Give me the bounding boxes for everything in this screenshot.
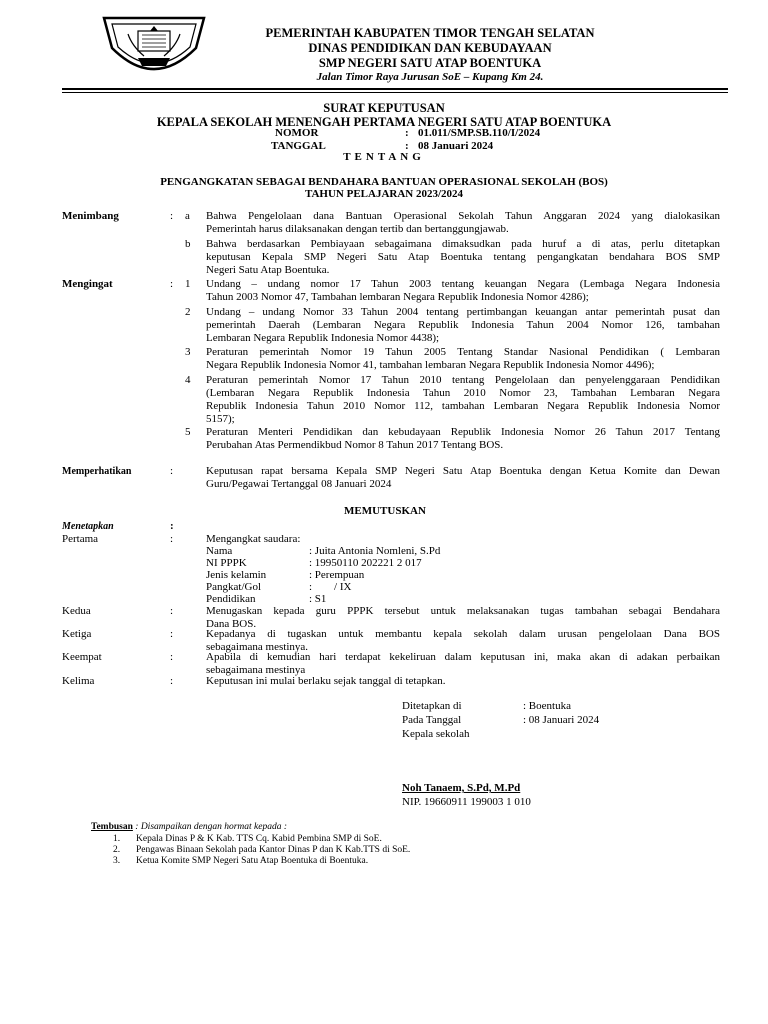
signer-name: Noh Tanaem, S.Pd, M.Pd	[402, 782, 521, 794]
text-line: (Lembaran Negara Republik Indonesia Tahun 2010 Nomor 23, Tambahan Lembaran Negara	[206, 387, 720, 399]
field-label-nippk: NI PPPK	[206, 557, 247, 569]
keempat-label: Keempat	[62, 651, 102, 663]
ketiga-colon: :	[170, 628, 174, 640]
field-value-pendidikan: : S1	[309, 593, 327, 605]
kelima-label: Kelima	[62, 675, 95, 687]
tembusan-intro: : Disampaikan dengan hormat kepada :	[132, 822, 287, 832]
text-line: sebagaimana mestinya	[206, 664, 306, 676]
list-marker: 3	[185, 346, 191, 358]
signer-position: Kepala sekolah	[402, 728, 470, 740]
kelima-colon: :	[170, 675, 174, 687]
field-value-gender: : Perempuan	[309, 569, 365, 581]
kelima-text	[206, 675, 720, 688]
text-line: Tahun 2003 Nomor 47, Tambahan lembaran Negara Republik Indonesia Nomor 4286);	[206, 291, 589, 303]
list-item	[206, 426, 720, 452]
list-marker: 2	[185, 306, 191, 318]
text-line: Republik Indonesia Tahun 2010 Nomor 112, tambahan Lembaran Negara Republik Indonesia Nomor	[206, 400, 720, 412]
tentang-heading: TENTANG	[343, 151, 425, 163]
field-label-nama: Nama	[206, 545, 233, 557]
tanggal-value: 08 Januari 2024	[418, 140, 494, 152]
mengingat-colon: :	[170, 278, 174, 290]
nomor-label: NOMOR	[275, 127, 319, 139]
text-line: Perubahan Atas Permendikbud Nomor 8 Tahun 2017 Tentang BOS.	[206, 439, 504, 451]
menimbang-label: Menimbang	[62, 210, 119, 222]
memperhatikan-colon: :	[170, 465, 174, 477]
header-department: DINAS PENDIDIKAN DAN KEBUDAYAAN	[308, 41, 552, 55]
list-item	[206, 278, 720, 304]
list-marker: 3.	[113, 856, 121, 866]
list-marker: 2.	[113, 845, 121, 855]
ketiga-label: Ketiga	[62, 628, 92, 640]
ditetapkan-value: : Boentuka	[523, 700, 571, 712]
subject-line: PENGANGKATAN SEBAGAI BENDAHARA BANTUAN OPERASIONAL SEKOLAH (BOS)	[160, 176, 608, 188]
text-line: Peraturan pemerintah Nomor 19 Tahun 2005 Tentang Standar Nasional Pendidikan ( Lembaran	[206, 346, 720, 358]
text-line: Guru/Pegawai Tertanggal 08 Januari 2024	[206, 478, 392, 490]
text-line: Negeri Satu Atap Boentuka.	[206, 264, 330, 276]
list-item	[206, 374, 720, 426]
text-line: Peraturan Menteri Pendidikan dan kebudayaan Republik Indonesia Nomor 26 Tahun 2017 Tentang	[206, 426, 720, 438]
field-value-nama: : Juita Antonia Nomleni, S.Pd	[309, 545, 441, 557]
text-line: Pemerintah harus dilaksanakan dengan tertib dan bertanggungjawab.	[206, 223, 509, 235]
list-marker: 4	[185, 374, 191, 386]
text-line: sebagaimana mestinya.	[206, 641, 309, 653]
text-line: keputusan Kepala SMP Negeri Satu Atap Boentuka tentang pengangkatan bendahara BOS SMP	[206, 251, 720, 263]
keempat-colon: :	[170, 651, 174, 663]
header-rule-thin	[62, 92, 728, 93]
text-line: pemerintah Daerah (Lembaran Negara Republik Indonesia Tahun 2004 Nomor 126, tambahan	[206, 319, 720, 331]
list-item	[206, 306, 720, 345]
list-marker: a	[185, 210, 190, 222]
text-line: 5157);	[206, 413, 235, 425]
text-line: Bahwa Pengelolaan dana Bantuan Operasional Sekolah Tahun Anggaran 2024 yang dialokasikan	[206, 210, 720, 222]
tanggal-sign-label: Pada Tanggal	[402, 714, 462, 726]
text-line: Dana BOS.	[206, 618, 257, 630]
list-item	[206, 210, 720, 236]
list-marker: 1.	[113, 834, 121, 844]
list-item: Pengawas Binaan Sekolah pada Kantor Dinas P dan K Kab.TTS di SoE.	[136, 845, 411, 855]
tanggal-sign-value: : 08 Januari 2024	[523, 714, 600, 726]
tembusan-heading	[91, 822, 287, 833]
text-line: Keputusan rapat bersama Kepala SMP Negeri Satu Atap Boentuka dengan Ketua Komite dan Dewan	[206, 465, 720, 477]
pertama-colon: :	[170, 533, 174, 545]
pertama-intro: Mengangkat saudara:	[206, 533, 301, 545]
list-marker: 1	[185, 278, 191, 290]
list-item: Kepala Dinas P & K Kab. TTS Cq. Kabid Pembina SMP di SoE.	[136, 834, 382, 844]
memperhatikan-text	[206, 465, 720, 491]
list-item: Ketua Komite SMP Negeri Satu Atap Boentuka di Boentuka.	[136, 856, 369, 866]
text-line: Undang – undang nomor 17 Tahun 2003 tentang keuangan Negara (Lembaga Negara Indonesia	[206, 278, 720, 290]
menetapkan-label: Menetapkan	[62, 521, 114, 532]
memperhatikan-label: Memperhatikan	[62, 466, 132, 477]
tembusan-label: Tembusan	[91, 822, 133, 832]
header-address: Jalan Timor Raya Jurusan SoE – Kupang Km 24.	[316, 71, 544, 83]
field-value-pangkat: : / IX	[309, 581, 352, 593]
text-line: Apabila di kemudian hari terdapat kekeliruan dalam keputusan ini, maka akan di adakan perbaikan	[206, 651, 720, 663]
tanggal-label: TANGGAL	[271, 140, 326, 152]
list-item	[206, 346, 720, 372]
menetapkan-colon: :	[170, 520, 174, 532]
signer-nip: NIP. 19660911 199003 1 010	[402, 796, 531, 808]
field-label-pangkat: Pangkat/Gol	[206, 581, 261, 593]
list-item	[206, 238, 720, 277]
ditetapkan-label: Ditetapkan di	[402, 700, 462, 712]
memutuskan-heading: MEMUTUSKAN	[344, 505, 426, 517]
kedua-label: Kedua	[62, 605, 91, 617]
text-line: Lembaran Negara Republik Indonesia Nomor 4438);	[206, 332, 440, 344]
field-label-pendidikan: Pendidikan	[206, 593, 256, 605]
field-value-nippk: : 19950110 202221 2 017	[309, 557, 422, 569]
mengingat-label: Mengingat	[62, 278, 113, 290]
text-line: Negara Republik Indonesia Nomor 41, tambahan lembaran Negara Republik Indonesia Nomor 4496);	[206, 359, 655, 371]
subject-year: TAHUN PELAJARAN 2023/2024	[304, 188, 464, 200]
text-line: Keputusan ini mulai berlaku sejak tanggal di tetapkan.	[206, 675, 446, 687]
school-crest-icon	[98, 14, 210, 82]
tanggal-colon: :	[405, 140, 409, 152]
header-rule-thick	[62, 88, 728, 90]
pertama-label: Pertama	[62, 533, 99, 545]
text-line: Menugaskan kepada guru PPPK tersebut untuk melaksanakan tugas tambahan sebagai Bendahara	[206, 605, 720, 617]
list-marker: 5	[185, 426, 191, 438]
text-line: Peraturan pemerintah Nomor 17 Tahun 2010 tentang Pengelolaan dan penyelenggaraan Pendidikan	[206, 374, 720, 386]
document-title: SURAT KEPUTUSAN	[323, 101, 445, 115]
keempat-text	[206, 651, 720, 677]
kedua-colon: :	[170, 605, 174, 617]
field-label-gender: Jenis kelamin	[206, 569, 267, 581]
menimbang-colon: :	[170, 210, 174, 222]
header-government: PEMERINTAH KABUPATEN TIMOR TENGAH SELATAN	[265, 26, 595, 40]
text-line: Kepadanya di tugaskan untuk membantu kepala sekolah dalam urusan pengelolaan Dana BOS	[206, 628, 720, 640]
document-subtitle: KEPALA SEKOLAH MENENGAH PERTAMA NEGERI SATU ATAP BOENTUKA	[156, 115, 612, 129]
nomor-colon: :	[405, 127, 409, 139]
header-school-name: SMP NEGERI SATU ATAP BOENTUKA	[318, 56, 542, 70]
text-line: Bahwa berdasarkan Pembiayaan sebagaimana dimaksudkan pada huruf a di atas, perlu ditetapkan	[206, 238, 720, 250]
nomor-value: 01.011/SMP.SB.110/I/2024	[418, 127, 541, 139]
text-line: Undang – undang Nomor 33 Tahun 2004 tentang pertimbangan keuangan antar pemerintah pusat dan	[206, 306, 720, 318]
list-marker: b	[185, 238, 191, 250]
